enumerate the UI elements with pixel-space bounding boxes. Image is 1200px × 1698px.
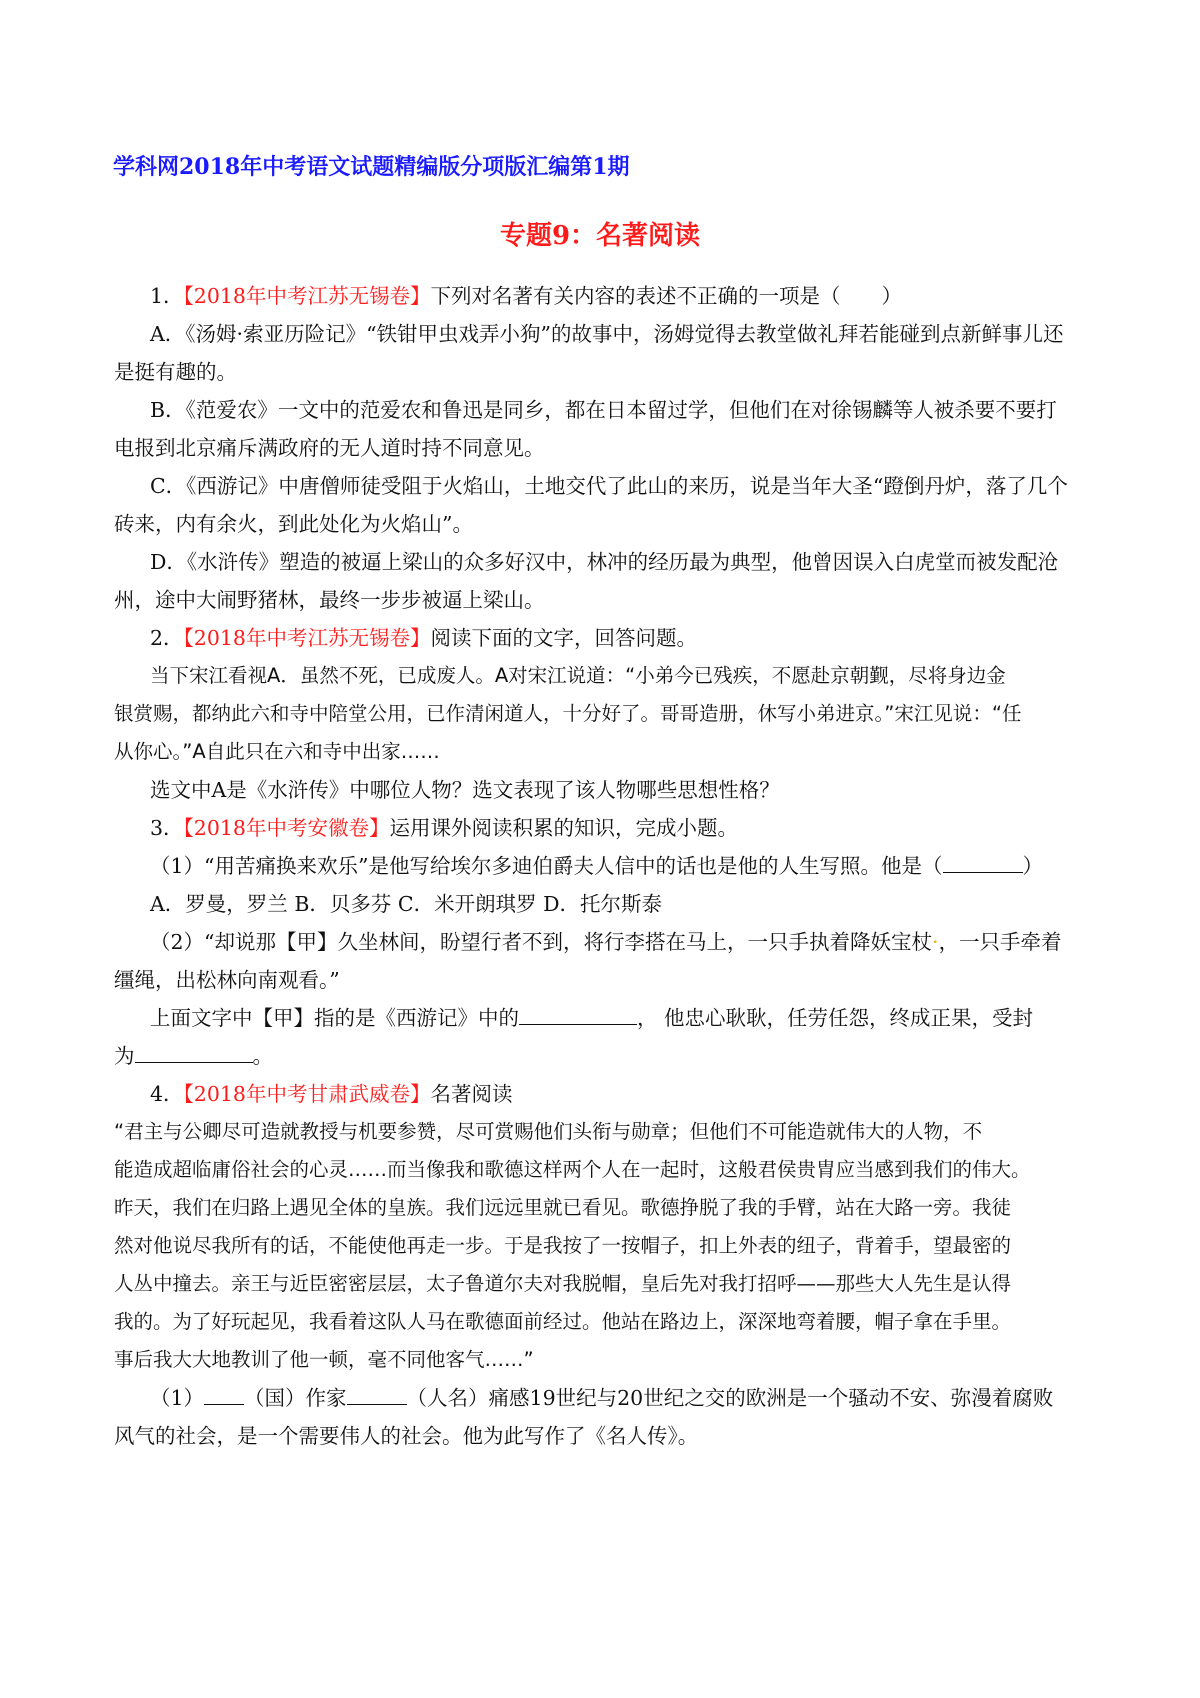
question-stem: 阅读下面的文字，回答问题。 bbox=[430, 626, 697, 650]
question-source: 【2018年中考江苏无锡卷】 bbox=[183, 284, 431, 308]
collection-title: 学科网2018年中考语文试题精编版分项版汇编第1期 bbox=[113, 154, 630, 180]
sub-question-2-line-3: 上面文字中【甲】指的是《西游记》中的 ， 他忠心耿耿，任劳任怨，终成正果，受封 bbox=[150, 1006, 1034, 1030]
question-3-stem bbox=[150, 809, 1100, 847]
question-number: 1． bbox=[150, 284, 184, 308]
question-stem: 运用课外阅读积累的知识，完成小题。 bbox=[389, 816, 738, 840]
question-source: 【2018年中考安徽卷】 bbox=[183, 816, 390, 840]
option-c-line-2: 砖来，内有余火，到此处化为火焰山”。 bbox=[114, 512, 473, 536]
option-c-line-1: C．《西游记》中唐僧师徒受阻于火焰山，土地交代了此山的来历，说是当年大圣“蹬倒丹炉，落了几个 bbox=[150, 474, 1068, 498]
answer-blank[interactable] bbox=[943, 852, 1023, 873]
quote-line-2: 能造成超临庸俗社会的心灵……而当像我和歌德这样两个人在一起时，这般君侯贵胄应当感到我们的伟大。 bbox=[114, 1158, 1031, 1181]
option-d-line-2: 州，途中大闹野猪林，最终一步步被逼上梁山。 bbox=[114, 588, 545, 612]
passage-line-2: 银赏赐，都纳此六和寺中陪堂公用，已作清闲道人，十分好了。哥哥造册，休写小弟进京。”宋江见说：“任 bbox=[114, 702, 1022, 725]
option-a-line-1: A．《汤姆·索亚历险记》“铁钳甲虫戏弄小狗”的故事中，汤姆觉得去教堂做礼拜若能碰到点新鲜事儿还 bbox=[150, 322, 1064, 346]
question-source: 【2018年中考甘肃武威卷】 bbox=[183, 1082, 431, 1106]
question-number: 2． bbox=[150, 626, 184, 650]
option-b-line-2: 电报到北京痛斥满政府的无人道时持不同意见。 bbox=[114, 436, 545, 460]
answer-blank[interactable] bbox=[519, 1004, 637, 1025]
question-2-ask: 选文中A是《水浒传》中哪位人物？选文表现了该人物哪些思想性格？ bbox=[150, 778, 780, 802]
question-2-stem bbox=[150, 619, 1100, 657]
topic-title: 专题9：名著阅读 bbox=[499, 221, 701, 251]
mark-dot: · bbox=[932, 930, 939, 954]
quote-line-5: 人丛中撞去。亲王与近臣密密层层，太子鲁道尔夫对我脱帽，皇后先对我打招呼——那些大人先生是认得 bbox=[114, 1272, 1012, 1295]
sub-question-2-line-2: 缰绳，出松林向南观看。” bbox=[114, 968, 340, 992]
quote-line-4: 然对他说尽我所有的话，不能使他再走一步。于是我按了一按帽子，扣上外表的纽子，背着手，望最密的 bbox=[114, 1234, 1012, 1257]
sub-question-2-line-4: 为 。 bbox=[114, 1044, 273, 1068]
question-number: 4． bbox=[150, 1082, 184, 1106]
answer-blank[interactable] bbox=[204, 1384, 244, 1405]
answer-blank[interactable] bbox=[347, 1384, 407, 1405]
question-stem: 名著阅读 bbox=[430, 1082, 513, 1106]
sub-question-2-line-1: （2）“却说那【甲】久坐林间，盼望行者不到，将行李搭在马上，一只手执着降妖宝杖·，一只手牵着 bbox=[150, 930, 1062, 954]
option-b-line-1: B．《范爱农》一文中的范爱农和鲁迅是同乡，都在日本留过学，但他们在对徐锡麟等人被杀要不要打 bbox=[150, 398, 1057, 422]
sub-question-1-options: A．罗曼，罗兰 B．贝多芬 C．米开朗琪罗 D．托尔斯泰 bbox=[150, 892, 663, 916]
quote-line-1: “君主与公卿尽可造就教授与机要参赞，尽可赏赐他们头衔与勋章；但他们不可能造就伟大的人物，不 bbox=[114, 1120, 983, 1143]
quote-line-7: 事后我大大地教训了他一顿，毫不同他客气……” bbox=[114, 1348, 534, 1371]
answer-blank[interactable] bbox=[135, 1042, 253, 1063]
sub-question-1: （1）“用苦痛换来欢乐”是他写给埃尔多迪伯爵夫人信中的话也是他的人生写照。他是（ ） bbox=[150, 854, 1044, 878]
sub-question-4-1-line-1: （1） （国）作家 （人名）痛感19世纪与20世纪之交的欧洲是一个骚动不安、弥漫着腐败 bbox=[150, 1386, 1054, 1410]
passage-line-1: 当下宋江看视A．虽然不死，已成废人。A对宋江说道：“小弟今已残疾，不愿赴京朝觐，尽将身边金 bbox=[150, 664, 1006, 687]
sub-question-4-1-line-2: 风气的社会，是一个需要伟人的社会。他为此写作了《名人传》。 bbox=[114, 1424, 699, 1448]
quote-line-6: 我的。为了好玩起见，我看着这队人马在歌德面前经过。他站在路边上，深深地弯着腰，帽子拿在手里。 bbox=[114, 1310, 1012, 1333]
questions-body bbox=[114, 277, 1100, 1455]
option-a-line-2: 是挺有趣的。 bbox=[114, 360, 237, 384]
quote-line-3: 昨天，我们在归路上遇见全体的皇族。我们远远里就已看见。歌德挣脱了我的手臂，站在大路一旁。我徒 bbox=[114, 1196, 1012, 1219]
option-d-line-1: D．《水浒传》塑造的被逼上梁山的众多好汉中，林冲的经历最为典型，他曾因误入白虎堂而被发配沧 bbox=[150, 550, 1059, 574]
question-source: 【2018年中考江苏无锡卷】 bbox=[183, 626, 431, 650]
question-stem: 下列对名著有关内容的表述不正确的一项是（ ） bbox=[430, 284, 902, 308]
passage-line-3: 从你心。”A自此只在六和寺中出家…… bbox=[114, 740, 440, 763]
question-4-stem bbox=[150, 1075, 1100, 1113]
question-1-stem bbox=[150, 277, 1100, 315]
question-number: 3． bbox=[150, 816, 184, 840]
